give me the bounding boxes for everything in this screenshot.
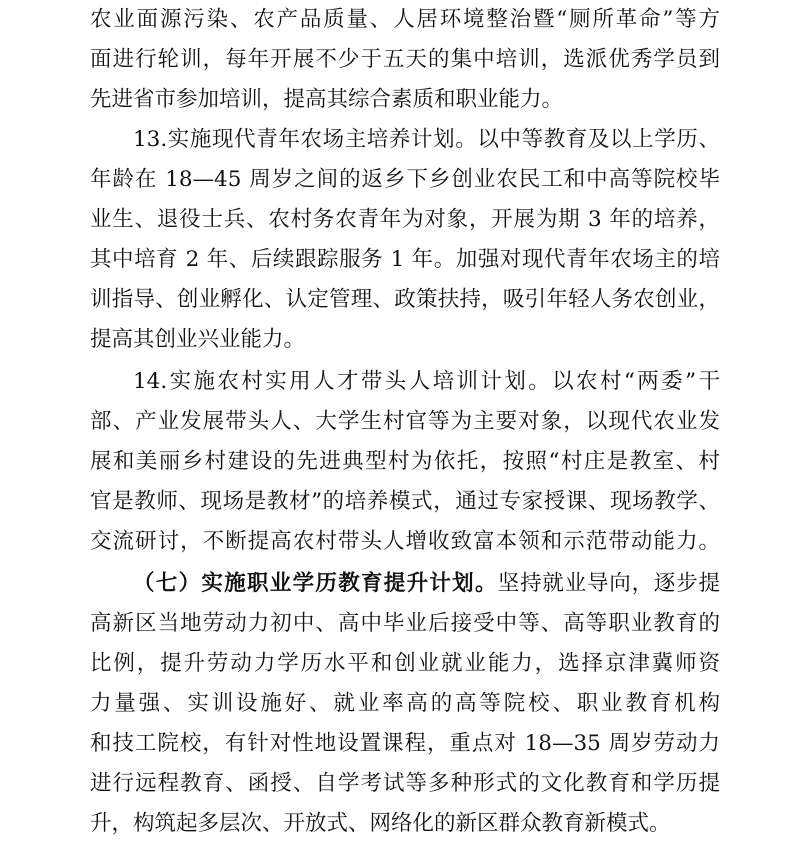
section-first-line: [133, 564, 720, 604]
text-line: 训指导、创业孵化、认定管理、政策扶持，吸引年轻人务农创业，: [90, 287, 720, 312]
text-line: 业生、退役士兵、农村务农青年为对象，开展为期 3 年的培养，: [90, 207, 720, 232]
text-line: 14.实施农村实用人才带头人培训计划。以农村“两委”干: [133, 369, 720, 394]
text-line: 高新区当地劳动力初中、高中毕业后接受中等、高等职业教育的: [90, 611, 720, 636]
section-heading: （七）实施职业学历教育提升计划。: [133, 571, 498, 596]
text-line: 面进行轮训，每年开展不少于五天的集中培训，选派优秀学员到: [90, 47, 720, 72]
text-line: 进行远程教育、函授、自学考试等多种形式的文化教育和学历提: [90, 771, 720, 796]
text-line: 和技工院校，有针对性地设置课程，重点对 18—35 周岁劳动力: [90, 731, 720, 756]
text-line: 年龄在 18—45 周岁之间的返乡下乡创业农民工和中高等院校毕: [90, 167, 720, 192]
text-line: 升，构筑起多层次、开放式、网络化的新区群众教育新模式。: [90, 811, 671, 836]
text-line: 官是教师、现场是教材”的培养模式，通过专家授课、现场教学、: [90, 489, 720, 514]
text-line: 先进省市参加培训，提高其综合素质和职业能力。: [90, 87, 564, 112]
text-line: 其中培育 2 年、后续跟踪服务 1 年。加强对现代青年农场主的培: [90, 247, 720, 272]
text-line: 展和美丽乡村建设的先进典型村为依托，按照“村庄是教室、村: [90, 449, 720, 474]
text-line: 比例，提升劳动力学历水平和创业就业能力，选择京津冀师资: [90, 651, 720, 676]
section-heading-rest: 坚持就业导向，逐步提: [497, 571, 720, 596]
text-line: 部、产业发展带头人、大学生村官等为主要对象，以现代农业发: [90, 409, 720, 434]
text-line: 农业面源污染、农产品质量、人居环境整治暨“厕所革命”等方: [90, 7, 720, 32]
text-line: 13.实施现代青年农场主培养计划。以中等教育及以上学历、: [133, 127, 720, 152]
text-line: 提高其创业兴业能力。: [90, 327, 306, 352]
text-line: 力量强、实训设施好、就业率高的高等院校、职业教育机构: [90, 691, 720, 716]
text-line: 交流研讨，不断提高农村带头人增收致富本领和示范带动能力。: [90, 529, 720, 554]
